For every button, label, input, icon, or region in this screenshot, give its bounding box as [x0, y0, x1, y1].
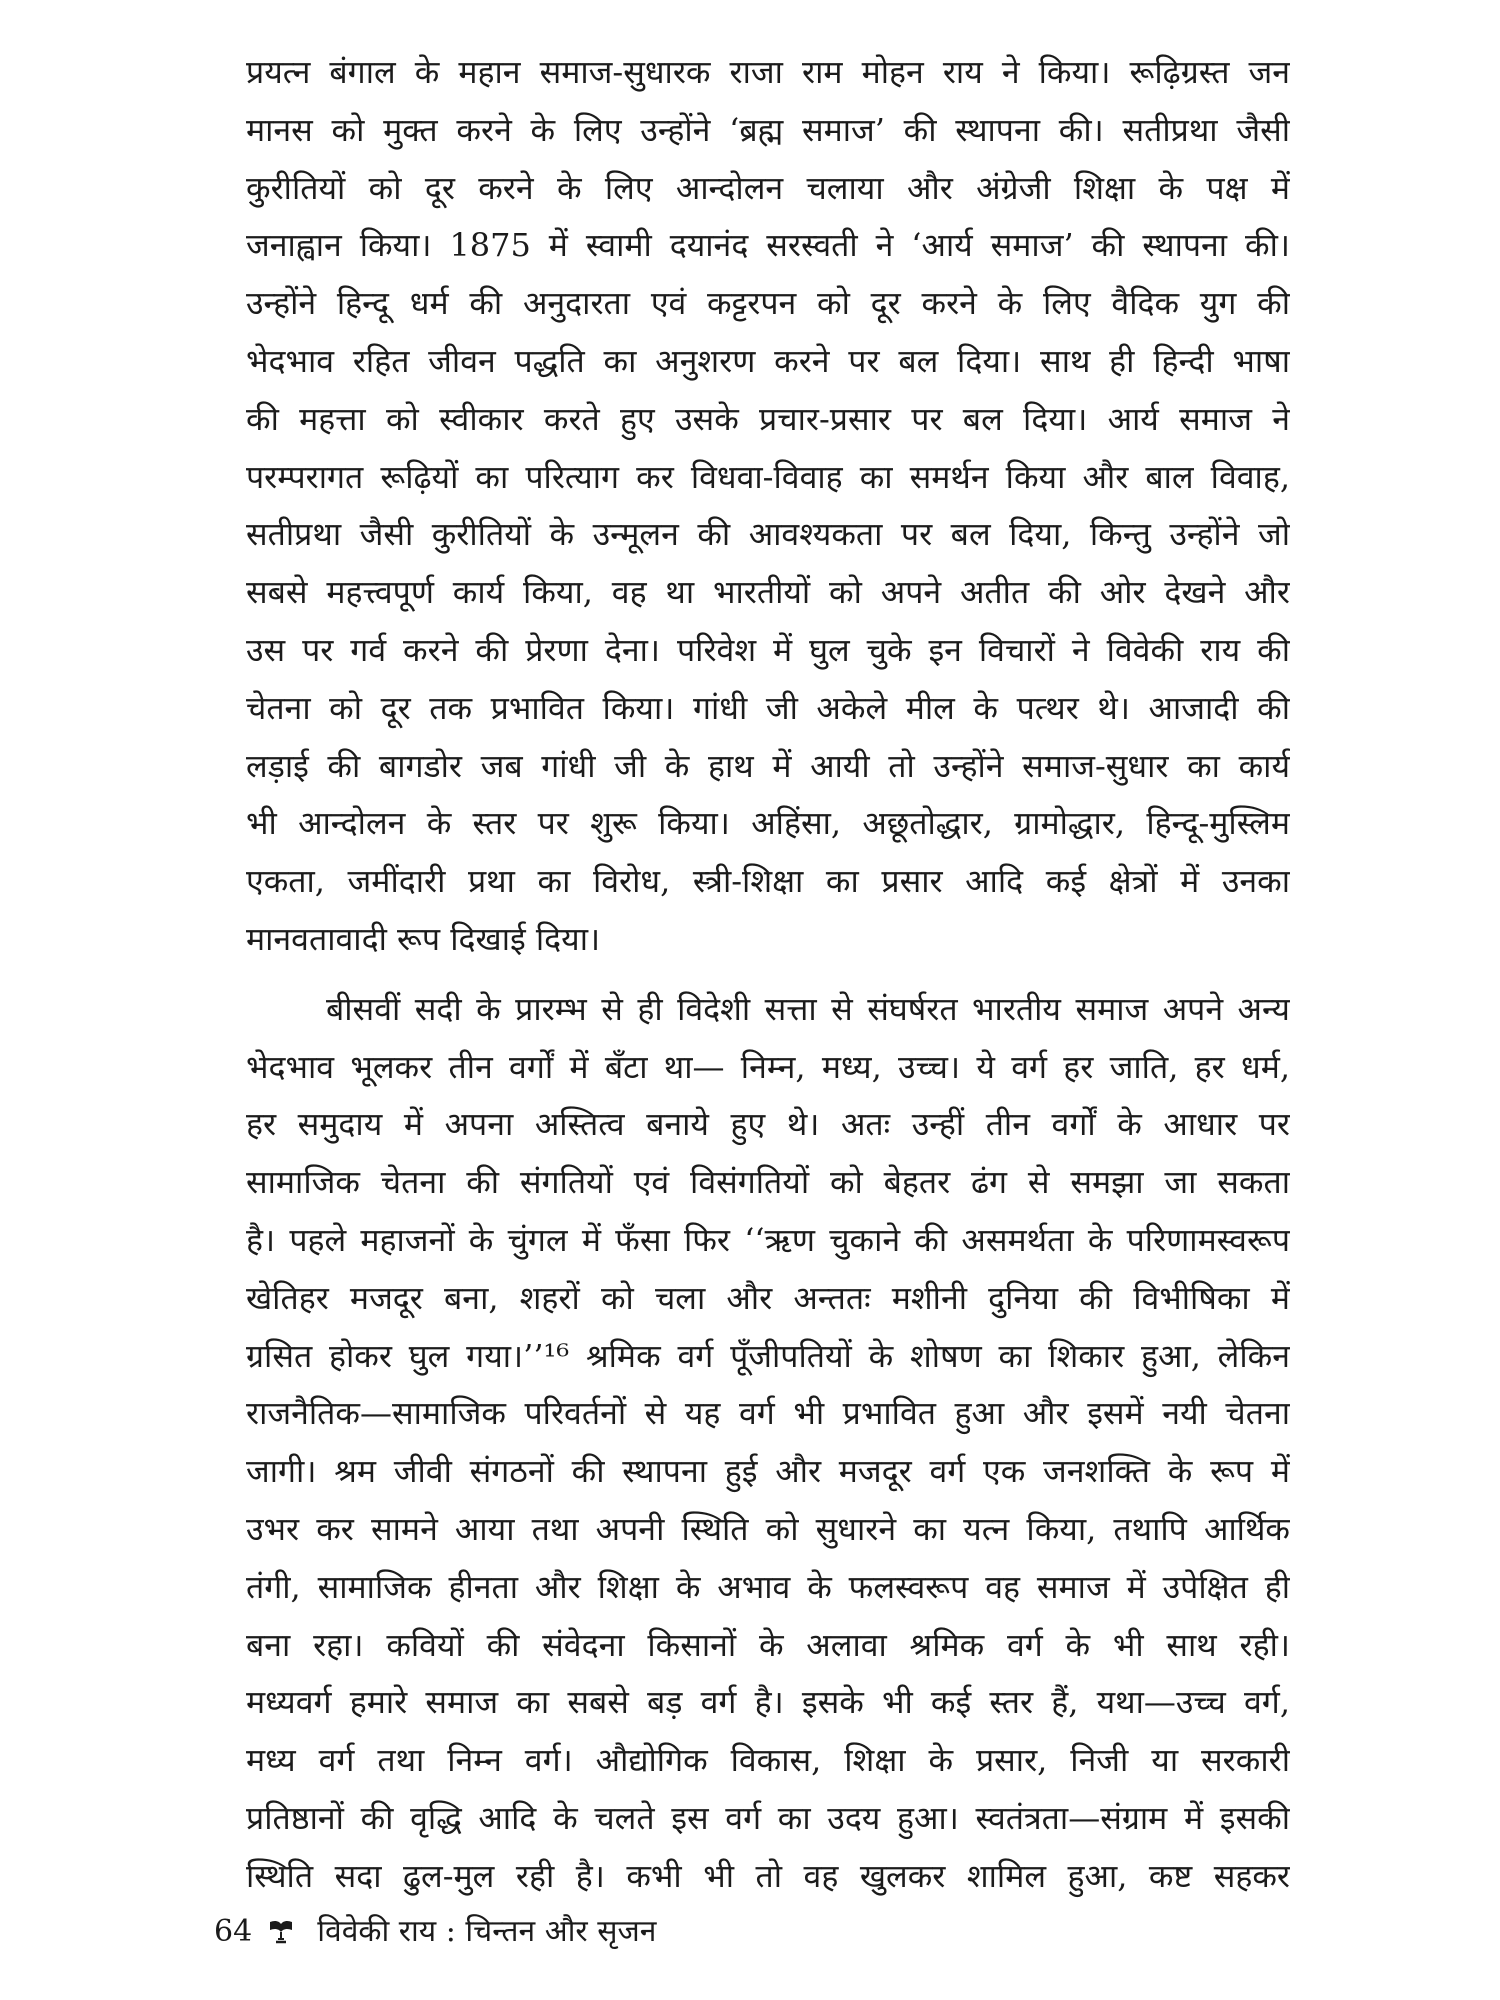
text-line: एकता, जमींदारी प्रथा का विरोध, स्त्री-शिक्षा का प्रसार आदि कई क्षेत्रों में उनका — [246, 862, 1290, 901]
text-line: सामाजिक चेतना की संगतियों एवं विसंगतियों को बेहतर ढंग से समझा जा सकता — [246, 1163, 1290, 1202]
text-line: जागी। श्रम जीवी संगठनों की स्थापना हुई और मजदूर वर्ग एक जनशक्ति के रूप में — [246, 1452, 1290, 1491]
text-line: राजनैतिक—सामाजिक परिवर्तनों से यह वर्ग भी प्रभावित हुआ और इसमें नयी चेतना — [246, 1394, 1290, 1433]
text-line: मानवतावादी रूप दिखाई दिया। — [246, 919, 601, 958]
text-line: सतीप्रथा जैसी कुरीतियों के उन्मूलन की आवश्यकता पर बल दिया, किन्तु उन्होंने जो — [246, 515, 1290, 554]
text-line: खेतिहर मजदूर बना, शहरों को चला और अन्ततः मशीनी दुनिया की विभीषिका में — [246, 1278, 1290, 1317]
text-line: स्थिति सदा ढुल-मुल रही है। कभी भी तो वह खुलकर शामिल हुआ, कष्ट सहकर — [246, 1856, 1290, 1895]
page-number: 64 — [214, 1914, 253, 1949]
text-line: हर समुदाय में अपना अस्तित्व बनाये हुए थे। अतः उन्हीं तीन वर्गों के आधार पर — [246, 1105, 1290, 1144]
paragraph — [246, 981, 1290, 1906]
text-line: मानस को मुक्त करने के लिए उन्होंने ‘ब्रह्म समाज’ की स्थापना की। सतीप्रथा जैसी — [246, 110, 1290, 149]
text-line: उन्होंने हिन्दू धर्म की अनुदारता एवं कट्टरपन को दूर करने के लिए वैदिक युग की — [246, 284, 1290, 323]
text-line: भेदभाव भूलकर तीन वर्गों में बँटा था— निम्न, मध्य, उच्च। ये वर्ग हर जाति, हर धर्म, — [246, 1047, 1290, 1086]
text-line: उभर कर सामने आया तथा अपनी स्थिति को सुधारने का यत्न किया, तथापि आर्थिक — [246, 1509, 1290, 1548]
text-line: सबसे महत्त्वपूर्ण कार्य किया, वह था भारतीयों को अपने अतीत की ओर देखने और — [246, 573, 1290, 612]
text-line: प्रयत्न बंगाल के महान समाज-सुधारक राजा राम मोहन राय ने किया। रूढ़िग्रस्त जन — [246, 53, 1290, 91]
text-line: तंगी, सामाजिक हीनता और शिक्षा के अभाव के फलस्वरूप वह समाज में उपेक्षित ही — [246, 1567, 1290, 1606]
paragraph — [246, 44, 1290, 969]
book-title: विवेकी राय : चिन्तन और सृजन — [317, 1914, 657, 1949]
text-line: जनाह्वान किया। 1875 में स्वामी दयानंद सरस्वती ने ‘आर्य समाज’ की स्थापना की। — [246, 226, 1290, 265]
text-line: की महत्ता को स्वीकार करते हुए उसके प्रचार-प्रसार पर बल दिया। आर्य समाज ने — [246, 399, 1290, 438]
book-ornament-icon — [268, 1918, 294, 1944]
text-line: बीसवीं सदी के प्रारम्भ से ही विदेशी सत्ता से संघर्षरत भारतीय समाज अपने अन्य — [326, 989, 1290, 1028]
text-line: भी आन्दोलन के स्तर पर शुरू किया। अहिंसा, अछूतोद्धार, ग्रामोद्धार, हिन्दू-मुस्लिम — [246, 804, 1290, 843]
text-line: मध्य वर्ग तथा निम्न वर्ग। औद्योगिक विकास, शिक्षा के प्रसार, निजी या सरकारी — [246, 1741, 1290, 1780]
text-line: कुरीतियों को दूर करने के लिए आन्दोलन चलाया और अंग्रेजी शिक्षा के पक्ष में — [246, 168, 1290, 207]
page-footer — [214, 1912, 656, 1952]
text-line: भेदभाव रहित जीवन पद्धति का अनुशरण करने पर बल दिया। साथ ही हिन्दी भाषा — [246, 341, 1290, 380]
body-text — [246, 44, 1290, 1906]
text-line: उस पर गर्व करने की प्रेरणा देना। परिवेश में घुल चुके इन विचारों ने विवेकी राय की — [246, 630, 1290, 669]
text-line: बना रहा। कवियों की संवेदना किसानों के अलावा श्रमिक वर्ग के भी साथ रही। — [246, 1625, 1290, 1664]
text-line: चेतना को दूर तक प्रभावित किया। गांधी जी अकेले मील के पत्थर थे। आजादी की — [246, 688, 1290, 727]
text-line: ग्रसित होकर घुल गया।’’¹⁶ श्रमिक वर्ग पूँजीपतियों के शोषण का शिकार हुआ, लेकिन — [246, 1336, 1290, 1375]
text-line: मध्यवर्ग हमारे समाज का सबसे बड़ वर्ग है। इसके भी कई स्तर हैं, यथा—उच्च वर्ग, — [246, 1683, 1290, 1722]
text-line: है। पहले महाजनों के चुंगल में फँसा फिर ‘‘ऋण चुकाने की असमर्थता के परिणामस्वरूप — [246, 1220, 1290, 1259]
text-line: परम्परागत रूढ़ियों का परित्याग कर विधवा-विवाह का समर्थन किया और बाल विवाह, — [246, 457, 1290, 496]
text-line: लड़ाई की बागडोर जब गांधी जी के हाथ में आयी तो उन्होंने समाज-सुधार का कार्य — [246, 746, 1290, 785]
text-line: प्रतिष्ठानों की वृद्धि आदि के चलते इस वर्ग का उदय हुआ। स्वतंत्रता—संग्राम में इसकी — [246, 1798, 1290, 1837]
paragraph-gap — [246, 969, 1290, 981]
